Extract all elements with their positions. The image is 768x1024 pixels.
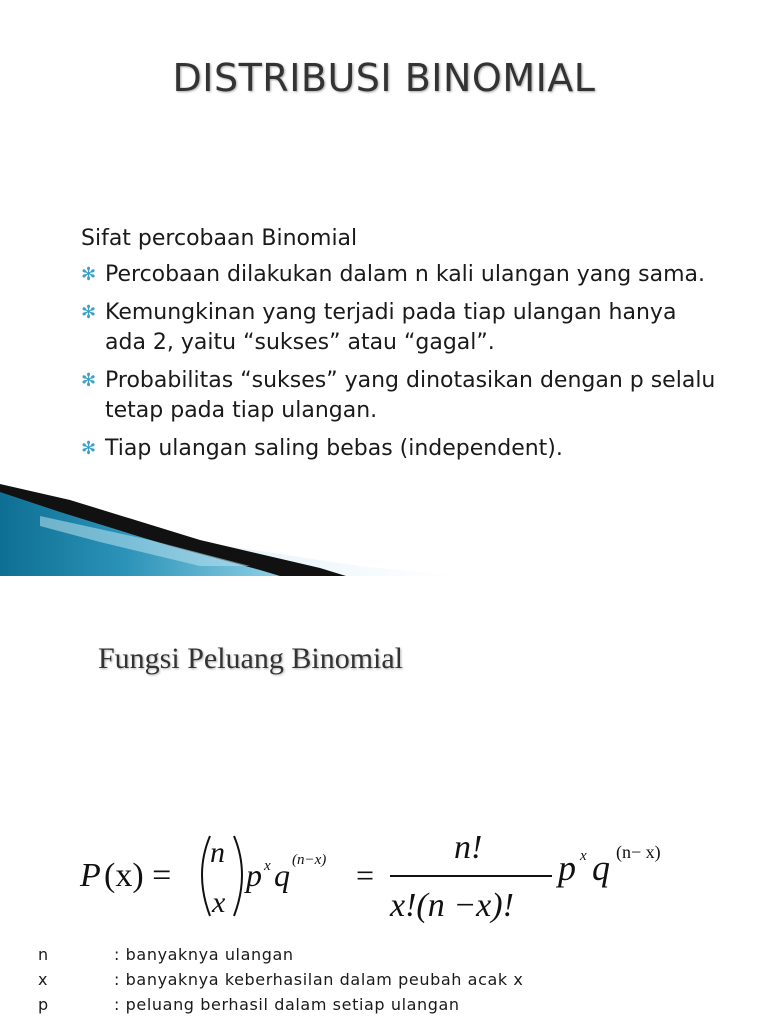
legend-description: : peluang berhasil dalam setiap ulangan <box>114 995 460 1014</box>
formula-p: p <box>246 857 262 893</box>
formula-p-exp: x <box>264 858 271 874</box>
formula-lhs-arg: (x) = <box>104 857 172 894</box>
asterisk-bullet-icon: ✻ <box>81 302 97 323</box>
slide-content <box>81 224 721 472</box>
slide-title: DISTRIBUSI BINOMIAL <box>172 56 596 100</box>
list-item <box>81 298 721 358</box>
legend-symbol: n <box>38 945 49 964</box>
legend-row <box>38 992 758 1017</box>
asterisk-bullet-icon: ✻ <box>81 370 97 391</box>
binomial-formula <box>70 824 710 934</box>
subheading: Sifat percobaan Binomial <box>81 226 358 251</box>
formula-q: q <box>274 857 290 893</box>
formula-p2-exp: x <box>580 848 587 864</box>
fraction-denominator: x!(n −x)! <box>390 887 514 924</box>
formula-equals: = <box>356 857 375 893</box>
variable-legend <box>38 942 758 1017</box>
slide-title: Fungsi Peluang Binomial <box>98 642 404 675</box>
list-item <box>81 366 721 426</box>
list-item <box>81 260 721 290</box>
bullet-text: Percobaan dilakukan dalam n kali ulangan yang sama. <box>105 262 706 287</box>
bullet-list <box>81 260 721 464</box>
bullet-text: Probabilitas “sukses” yang dinotasikan dengan p selalu tetap pada tiap ulangan. <box>105 368 716 423</box>
decorative-wave <box>0 470 768 576</box>
formula-q2: q <box>592 848 610 888</box>
asterisk-bullet-icon: ✻ <box>81 264 97 285</box>
binom-top: n <box>210 836 225 869</box>
bullet-text: Tiap ulangan saling bebas (independent). <box>105 436 563 461</box>
formula-q2-exp: (n− x) <box>616 842 661 862</box>
legend-description: : banyaknya ulangan <box>114 945 294 964</box>
formula-p2: p <box>558 848 576 888</box>
legend-description: : banyaknya keberhasilan dalam peubah acak x <box>114 970 524 989</box>
formula-p-symbol: P <box>80 857 101 894</box>
binom-bottom: x <box>212 886 226 919</box>
legend-symbol: x <box>38 970 49 989</box>
list-item <box>81 434 721 464</box>
asterisk-bullet-icon: ✻ <box>81 438 97 459</box>
bullet-text: Kemungkinan yang terjadi pada tiap ulangan hanya ada 2, yaitu “sukses” atau “gagal”. <box>105 300 677 355</box>
fraction-numerator: n! <box>454 829 483 866</box>
formula-q-exp: (n−x) <box>292 852 327 868</box>
legend-symbol: p <box>38 995 49 1014</box>
slide-fungsi-peluang <box>0 576 768 1024</box>
legend-row <box>38 967 758 992</box>
legend-row <box>38 942 758 967</box>
